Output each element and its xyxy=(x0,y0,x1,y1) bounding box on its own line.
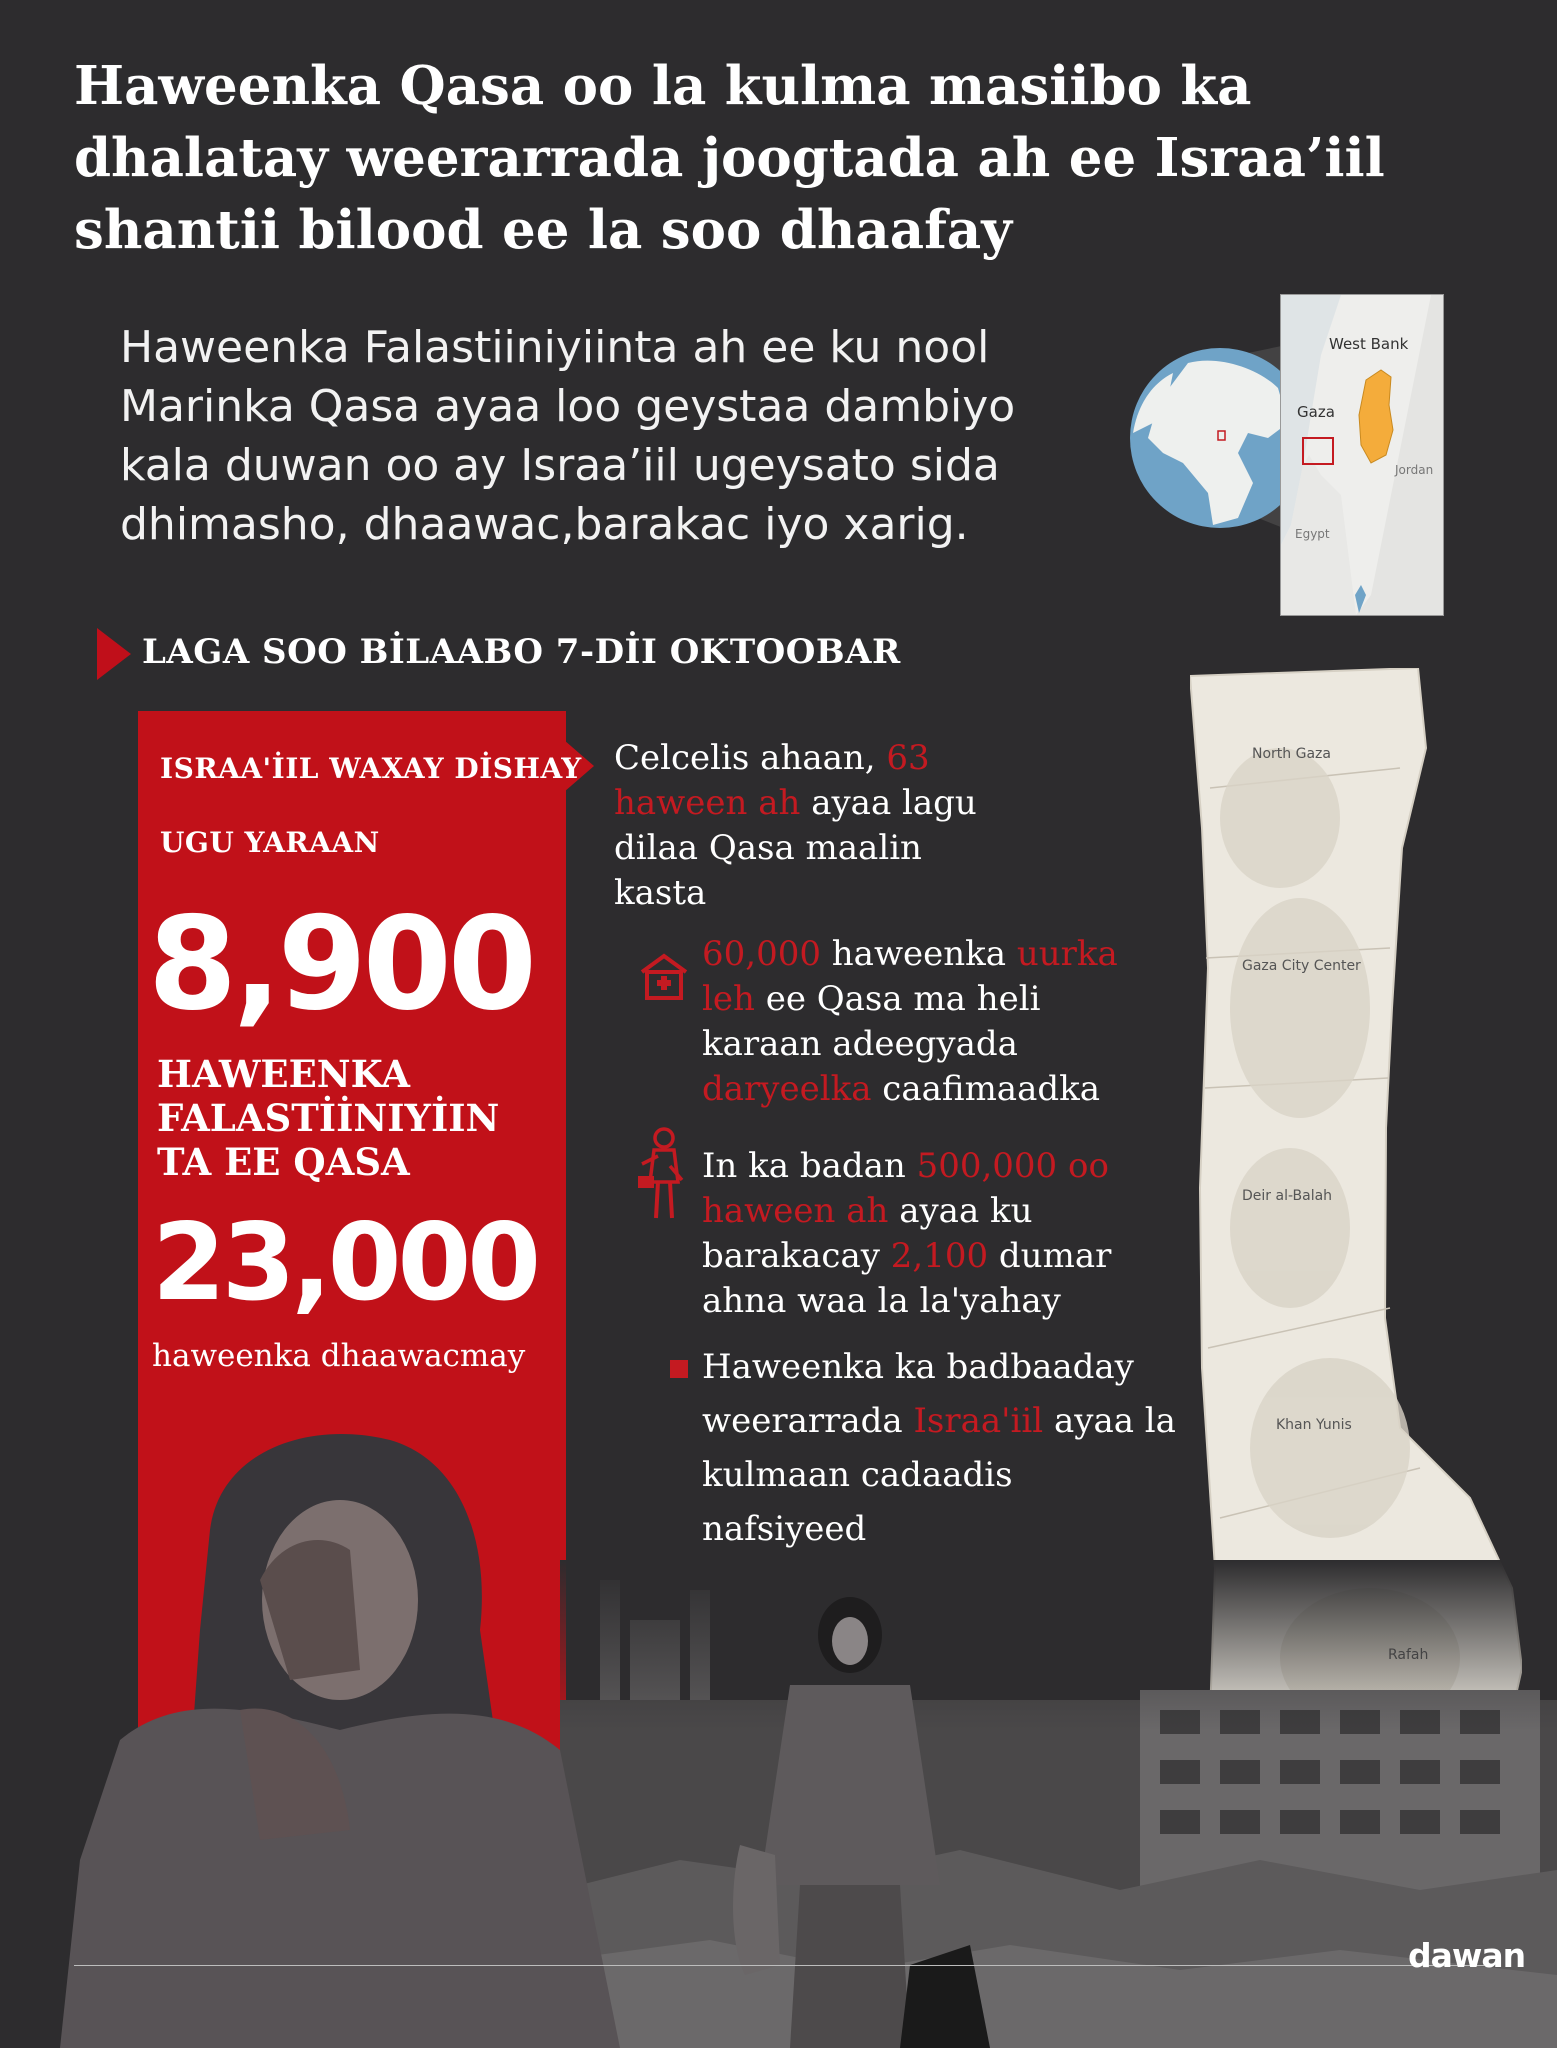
label-jordan: Jordan xyxy=(1395,463,1434,477)
map-label-deir-al-balah: Deir al-Balah xyxy=(1242,1188,1333,1204)
since-date-header: LAGA SOO BİLAABO 7-DİI OKTOOBAR xyxy=(142,632,901,672)
stat-text: Haweenka ka badbaaday weerarrada xyxy=(702,1347,1134,1441)
stat-text: ayaa ku barakacay xyxy=(702,1191,1033,1276)
stat-text: ee Qasa ma heli karaan adeegyada xyxy=(702,979,1041,1064)
map-label-khan-yunis: Khan Yunis xyxy=(1276,1417,1352,1433)
at-least-label: UGU YARAAN xyxy=(160,826,380,859)
stat-text: ayaa la kulmaan cadaadis nafsiyeed xyxy=(702,1401,1176,1549)
stat-displaced-women xyxy=(702,1144,1142,1324)
stat-text: ayaa lagu dilaa Qasa maalin kasta xyxy=(614,783,977,913)
dawan-logo: dawan xyxy=(1408,1936,1526,1975)
stat-highlight: 63 haween ah xyxy=(614,738,930,823)
bullet-square-icon xyxy=(670,1360,688,1378)
stat-highlight: 2,100 xyxy=(890,1236,989,1276)
map-label-north-gaza: North Gaza xyxy=(1252,746,1331,762)
label-gaza: Gaza xyxy=(1297,403,1335,421)
headline: Haweenka Qasa oo la kulma masiibo ka dhalatay weerarrada joogtada ah ee Israa’iil shantii bilood ee la soo dhaafay xyxy=(74,55,1385,261)
displaced-woman-icon xyxy=(636,1126,688,1222)
stat-highlight: 60,000 xyxy=(702,934,821,974)
injured-label: haweenka dhaawacmay xyxy=(152,1338,526,1374)
killed-count: 8,900 xyxy=(148,890,533,1039)
stat-psychological-stress xyxy=(702,1340,1182,1556)
globe-locator xyxy=(1128,343,1296,533)
women-label: HAWEENKA FALASTİİNIYİIN TA EE QASA xyxy=(157,1052,500,1184)
stat-highlight: 500,000 oo haween ah xyxy=(702,1146,1109,1231)
injured-count: 23,000 xyxy=(152,1201,538,1324)
stat-highlight: uurka leh xyxy=(702,934,1118,1019)
hospital-icon xyxy=(638,950,690,1002)
play-arrow-icon xyxy=(97,628,131,680)
intro-text: Haweenka Falastiiniyiinta ah ee ku nool Marinka Qasa ayaa loo geystaa dambiyo kala duwan oo ay Israa’iil ugeysato sida dhimasho, dhaawac,barakac iyo xarig. xyxy=(120,322,1016,550)
stat-text: Celcelis ahaan, xyxy=(614,738,887,778)
stat-highlight: Israa'iil xyxy=(913,1401,1044,1441)
label-west-bank: West Bank xyxy=(1329,335,1409,353)
stat-text: dumar ahna waa la la'yahay xyxy=(702,1236,1112,1321)
grieving-woman-photo xyxy=(60,1410,620,2048)
footer-divider xyxy=(74,1965,1484,1966)
label-egypt: Egypt xyxy=(1295,527,1330,541)
map-label-gaza-city: Gaza City Center xyxy=(1242,958,1361,974)
stat-text: In ka badan xyxy=(702,1146,917,1186)
stat-pregnant-women xyxy=(702,932,1142,1112)
stat-daily-killed xyxy=(614,736,1014,916)
walking-woman-photo xyxy=(700,1585,1000,2048)
killed-label: ISRAA'İIL WAXAY DİSHAY xyxy=(160,752,582,785)
stat-text: haweenka xyxy=(820,934,1017,974)
stat-text: caafimaadka xyxy=(871,1069,1100,1109)
region-inset-map xyxy=(1280,294,1444,616)
stat-highlight: daryeelka xyxy=(702,1069,872,1109)
